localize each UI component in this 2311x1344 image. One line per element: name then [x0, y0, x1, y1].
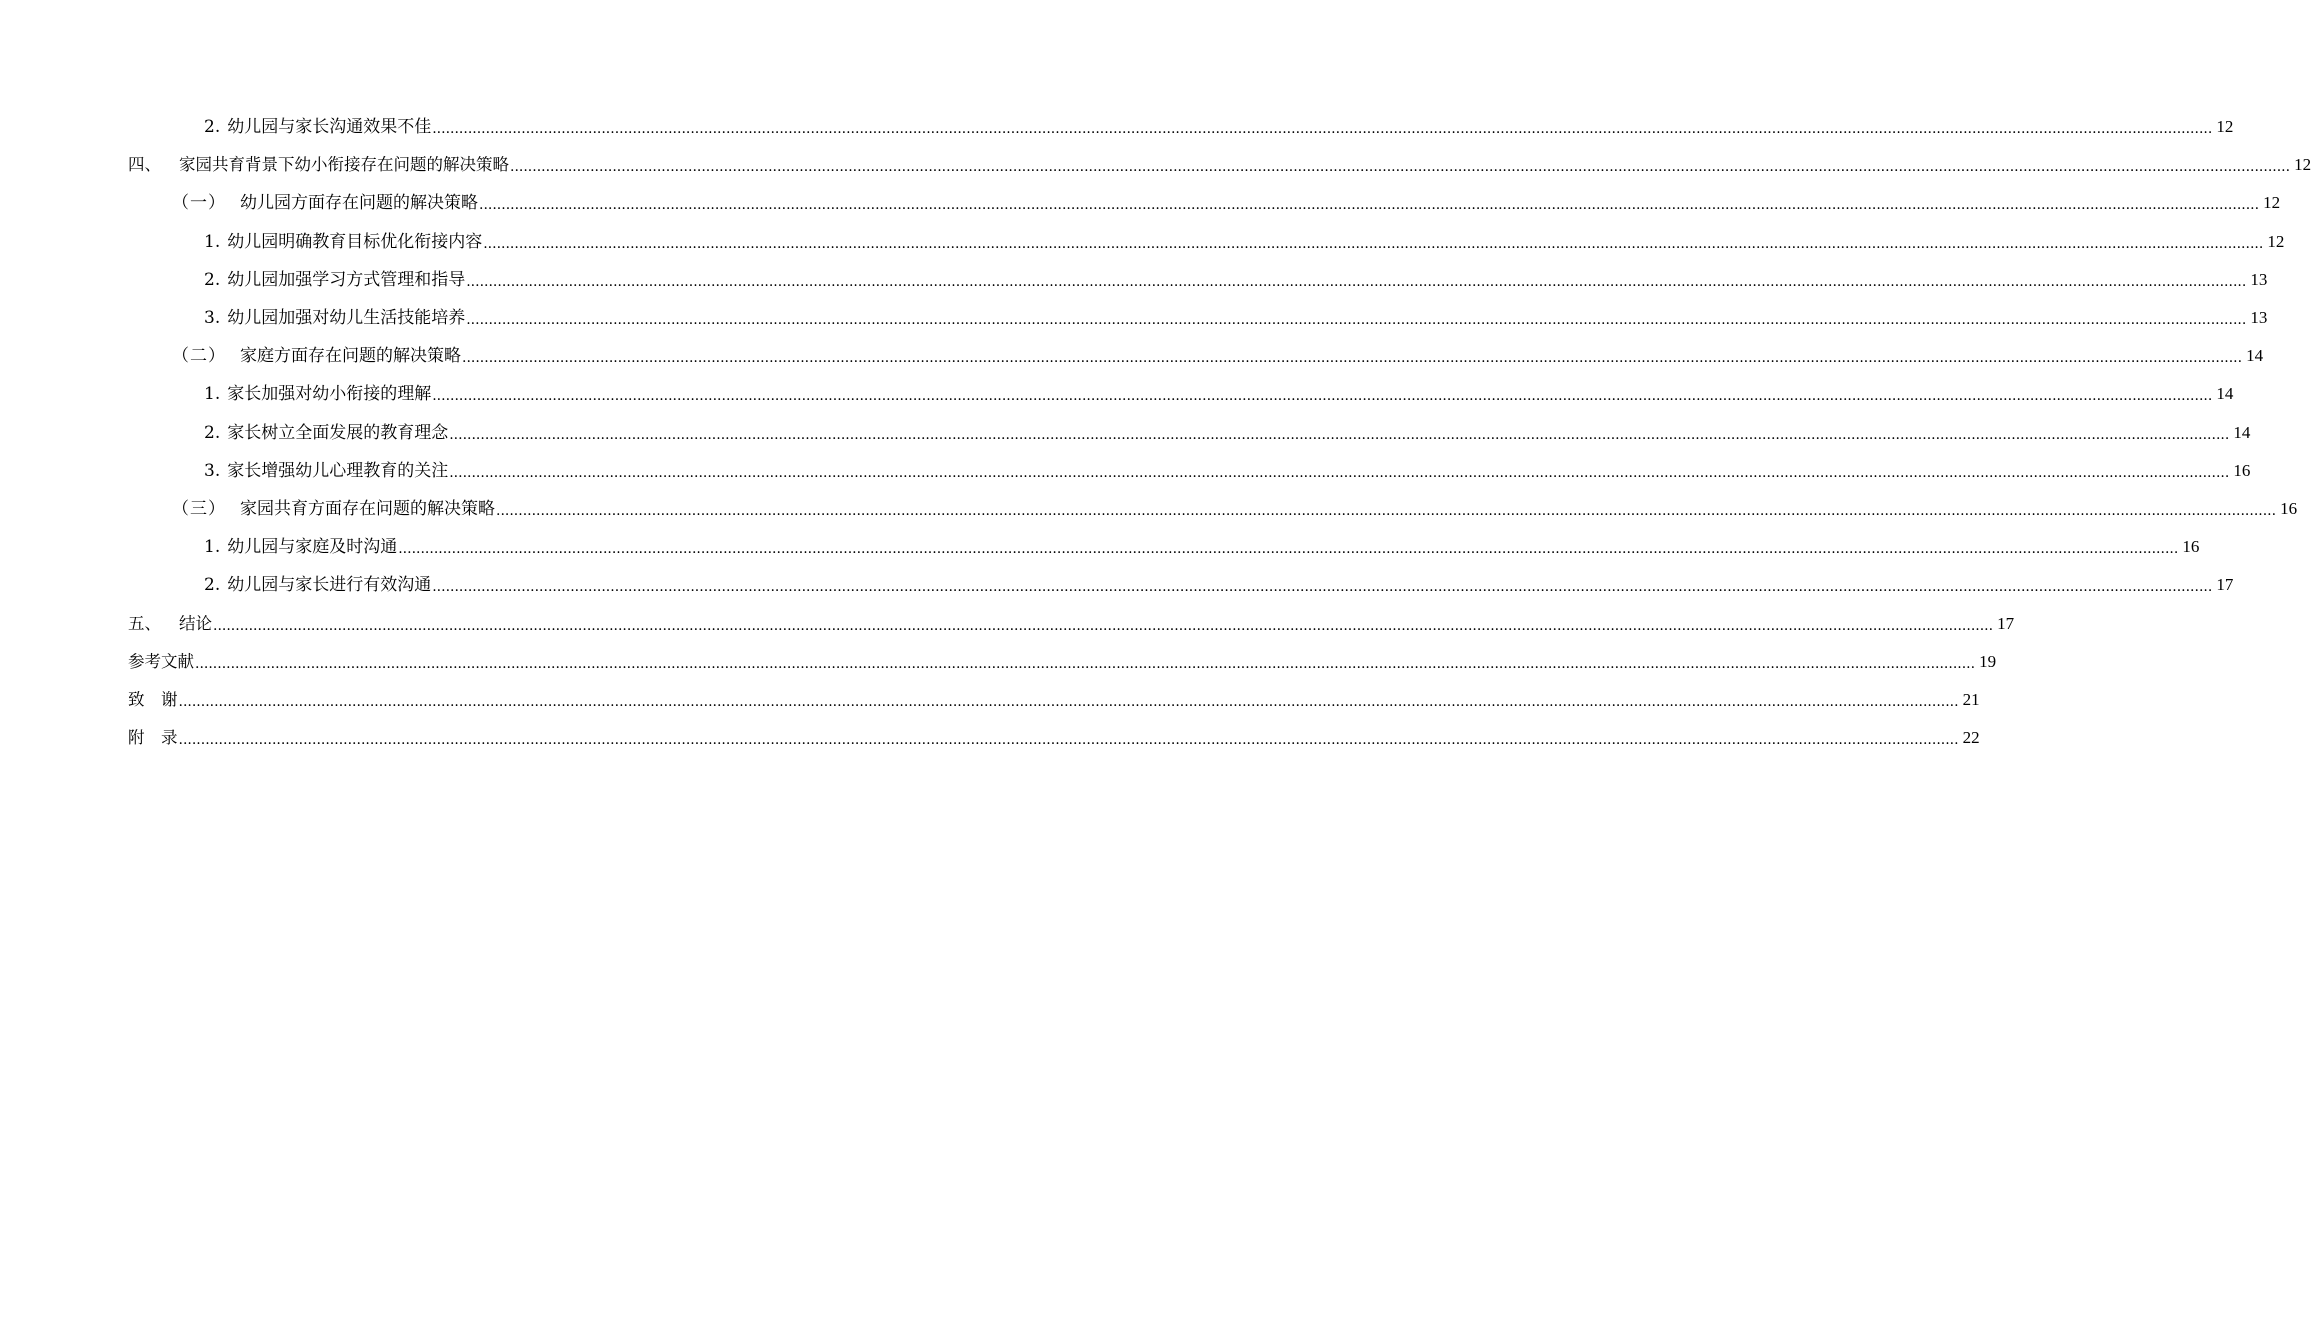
toc-page-number: 17 — [1997, 613, 2015, 633]
toc-entry-title: 家长加强对幼小衔接的理解 — [227, 384, 432, 405]
toc-entry-title: 致 谢 — [128, 689, 178, 709]
toc-dot-leader: ................................................................................................................................................................................................................................................................................................................................................................................................................ — [483, 235, 2264, 252]
toc-entry-number: 五、 — [128, 613, 161, 633]
toc-entry-title: 幼儿园明确教育目标优化衔接内容 — [227, 231, 483, 252]
toc-entry-number: 1. — [204, 537, 221, 558]
toc-entry-number: 1. — [204, 231, 221, 252]
toc-entry-number: （二） — [172, 346, 226, 367]
toc-entry-title: 附 录 — [128, 728, 178, 748]
toc-page-number: 21 — [1962, 689, 1980, 709]
toc-dot-leader: ................................................................................................................................................................................................................................................................................................................................................................................................................ — [510, 159, 2291, 176]
toc-dot-leader: ................................................................................................................................................................................................................................................................................................................................................................................................................ — [462, 350, 2243, 367]
toc-page-number: 13 — [2250, 269, 2268, 289]
toc-entry[interactable] — [0, 719, 1980, 757]
toc-page-number: 12 — [2216, 117, 2234, 137]
toc-dot-leader: ................................................................................................................................................................................................................................................................................................................................................................................................................ — [496, 502, 2277, 519]
toc-page-number: 17 — [2216, 575, 2234, 595]
toc-entry[interactable] — [0, 337, 2264, 375]
toc-entry-number: 2. — [204, 422, 221, 443]
toc-page-number: 12 — [2263, 193, 2281, 213]
toc-entry[interactable] — [0, 490, 2298, 528]
toc-entry-number: 2. — [204, 575, 221, 596]
toc-entry-title: 幼儿园方面存在问题的解决策略 — [240, 193, 478, 214]
toc-dot-leader: ................................................................................................................................................................................................................................................................................................................................................................................................................ — [449, 464, 2230, 481]
toc-dot-leader: ................................................................................................................................................................................................................................................................................................................................................................................................................ — [432, 388, 2213, 405]
toc-entry-number: 3. — [204, 308, 221, 329]
toc-entry-title: 幼儿园加强学习方式管理和指导 — [227, 269, 466, 290]
toc-dot-leader: ................................................................................................................................................................................................................................................................................................................................................................................................................ — [213, 617, 1994, 634]
toc-dot-leader: ................................................................................................................................................................................................................................................................................................................................................................................................................ — [398, 541, 2179, 558]
toc-entry[interactable] — [0, 223, 2285, 261]
toc-page-number: 13 — [2250, 308, 2268, 328]
toc-entry-number: 1. — [204, 384, 221, 405]
toc-entry-title: 结论 — [179, 613, 212, 633]
toc-entry-title: 幼儿园加强对幼儿生活技能培养 — [227, 308, 466, 329]
toc-page-number: 14 — [2246, 346, 2264, 366]
toc-entry-number: （三） — [172, 498, 226, 519]
toc-entry-title: 家长增强幼儿心理教育的关注 — [227, 460, 449, 481]
toc-dot-leader: ................................................................................................................................................................................................................................................................................................................................................................................................................ — [466, 312, 2247, 329]
toc-page-number: 16 — [2182, 537, 2200, 557]
toc-entry[interactable] — [0, 261, 2268, 299]
toc-page-number: 12 — [2294, 155, 2311, 175]
toc-page-number: 19 — [1979, 651, 1997, 671]
toc-entry[interactable] — [0, 414, 2251, 452]
toc-entry-number: （一） — [172, 193, 226, 214]
toc-entry-title: 家庭方面存在问题的解决策略 — [240, 346, 461, 367]
toc-entry[interactable] — [0, 643, 1997, 681]
toc-entry-number: 2. — [204, 269, 221, 290]
toc-entry-title: 幼儿园与家长进行有效沟通 — [227, 575, 432, 596]
toc-entry[interactable] — [0, 528, 2200, 566]
toc-entry[interactable] — [0, 184, 2281, 222]
toc-entry-number: 3. — [204, 460, 221, 481]
toc-entry[interactable] — [0, 299, 2268, 337]
toc-entry-title: 幼儿园与家长沟通效果不佳 — [227, 117, 432, 138]
toc-dot-leader: ................................................................................................................................................................................................................................................................................................................................................................................................................ — [178, 732, 1959, 749]
toc-page-number: 22 — [1962, 728, 1980, 748]
toc-page-number: 16 — [2233, 460, 2251, 480]
toc-entry[interactable] — [0, 452, 2251, 490]
toc-dot-leader: ................................................................................................................................................................................................................................................................................................................................................................................................................ — [449, 426, 2230, 443]
toc-entry-title: 家园共育背景下幼小衔接存在问题的解决策略 — [179, 155, 509, 175]
toc-entry-title: 家园共育方面存在问题的解决策略 — [240, 498, 495, 519]
toc-dot-leader: ................................................................................................................................................................................................................................................................................................................................................................................................................ — [432, 579, 2213, 596]
toc-entry-number: 四、 — [128, 155, 161, 175]
toc-entry[interactable] — [0, 681, 1980, 719]
toc-entry[interactable] — [0, 566, 2234, 604]
toc-entry[interactable] — [0, 146, 2311, 184]
toc-entry[interactable] — [0, 375, 2234, 413]
toc-entry[interactable] — [0, 108, 2234, 146]
toc-entry-number: 2. — [204, 117, 221, 138]
toc-entry-title: 家长树立全面发展的教育理念 — [227, 422, 449, 443]
table-of-contents — [0, 108, 2311, 757]
toc-dot-leader: ................................................................................................................................................................................................................................................................................................................................................................................................................ — [432, 121, 2213, 138]
toc-page-number: 12 — [2267, 231, 2285, 251]
toc-page-number: 14 — [2233, 422, 2251, 442]
toc-dot-leader: ................................................................................................................................................................................................................................................................................................................................................................................................................ — [195, 655, 1976, 672]
toc-page-number: 14 — [2216, 384, 2234, 404]
toc-entry-title: 参考文献 — [128, 651, 194, 671]
toc-dot-leader: ................................................................................................................................................................................................................................................................................................................................................................................................................ — [178, 693, 1959, 710]
toc-dot-leader: ................................................................................................................................................................................................................................................................................................................................................................................................................ — [479, 197, 2260, 214]
toc-entry[interactable] — [0, 604, 2015, 642]
toc-dot-leader: ................................................................................................................................................................................................................................................................................................................................................................................................................ — [466, 273, 2247, 290]
toc-page-number: 16 — [2280, 498, 2298, 518]
toc-entry-title: 幼儿园与家庭及时沟通 — [227, 537, 398, 558]
